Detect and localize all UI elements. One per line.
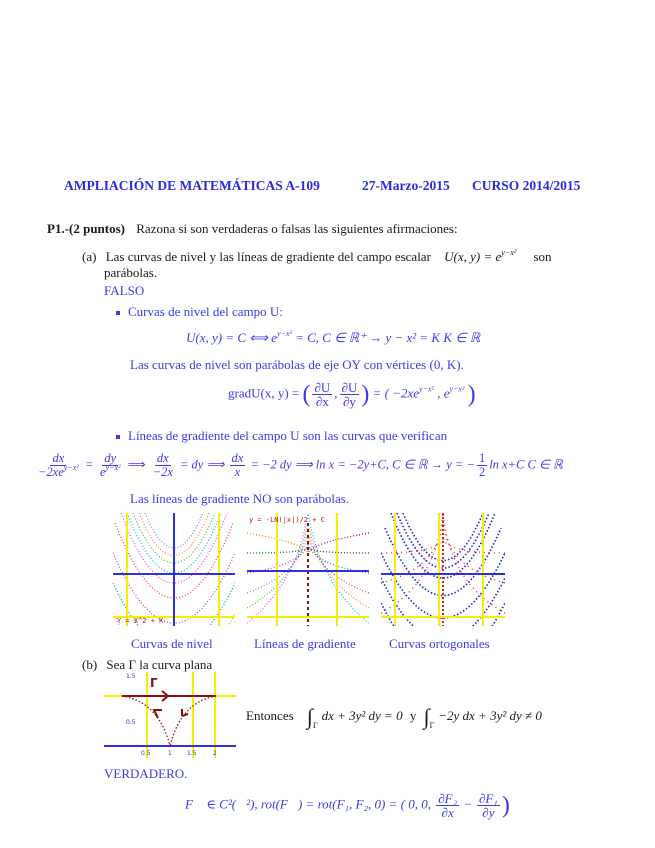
conjunction: y bbox=[409, 708, 417, 723]
curve-gamma-plot bbox=[104, 672, 236, 758]
line-integrals bbox=[246, 704, 542, 730]
part-a-label: (a) bbox=[82, 249, 97, 264]
gradient-lines-plot bbox=[247, 513, 369, 626]
field-exponent: y−x² bbox=[501, 248, 517, 257]
svg-text:y = -LN(|x|)/2 + C: y = -LN(|x|)/2 + C bbox=[249, 516, 325, 524]
paren-close-icon: ) bbox=[467, 381, 476, 408]
answer-true: VERDADERO. bbox=[104, 766, 188, 781]
grad-d2-den: ∂y bbox=[342, 394, 356, 409]
ode-f2-den: e bbox=[100, 465, 106, 479]
paren-close-icon: ) bbox=[361, 381, 370, 408]
level-curves-plot bbox=[113, 513, 235, 626]
paren-close-icon: ) bbox=[501, 792, 510, 819]
course-year: CURSO 2014/2015 bbox=[472, 178, 581, 193]
ode-exp: y−x² bbox=[63, 463, 79, 472]
rot-d2-num: ∂F₁ bbox=[478, 791, 498, 806]
rot-d1-num: ∂F₂ bbox=[438, 791, 458, 806]
ode-f3-den: −2x bbox=[152, 465, 173, 479]
gradient-conclusion: Las líneas de gradiente NO son parábolas. bbox=[130, 491, 350, 506]
ode-end: ln x+C C ∈ ℝ bbox=[489, 457, 563, 472]
svg-text:0.5: 0.5 bbox=[126, 719, 136, 726]
svg-text:Γ: Γ bbox=[150, 676, 158, 690]
ode-f4-num: dx bbox=[231, 451, 244, 465]
part-b-label: (b) bbox=[82, 657, 98, 672]
svg-text:Y = X^2 + K: Y = X^2 + K bbox=[117, 617, 164, 625]
bullet-icon bbox=[116, 435, 120, 439]
ode-exp: y−x² bbox=[105, 463, 121, 472]
bullet-icon bbox=[116, 311, 120, 315]
bullet-gradient-lines bbox=[116, 428, 447, 444]
orthogonal-curves-plot bbox=[381, 513, 505, 626]
grad-d2-num: ∂U bbox=[341, 380, 358, 395]
part-b-text: Sea Γ la curva plana bbox=[106, 657, 213, 672]
gradient-equation: gradU(x, y) = ( $\frac{\partial U}{\partial x}$ , $\frac{\partial U}{\partial y}$ ) = ( $-2xe^{y-x^2}$ , $e^{y-x^2}$ ) bbox=[228, 380, 476, 409]
ode-half-num: 1 bbox=[478, 451, 486, 465]
eq1-exp: y−x² bbox=[276, 329, 292, 338]
problem-heading bbox=[47, 221, 458, 237]
figure-orthogonal-curves bbox=[381, 513, 505, 626]
part-a-statement-line2: parábolas. bbox=[104, 265, 158, 280]
svg-text:0.5: 0.5 bbox=[141, 750, 151, 757]
course-title: AMPLIACIÓN DE MATEMÁTICAS A-109 bbox=[64, 178, 320, 193]
caption-orthogonal-curves: Curvas ortogonales bbox=[389, 636, 490, 651]
ode-f2-num: dy bbox=[104, 451, 117, 465]
ode-f1-den: −2xe bbox=[38, 465, 64, 479]
grad-rhs2: , e bbox=[433, 385, 450, 401]
grad-d1-num: ∂U bbox=[314, 380, 331, 395]
grad-rhs2-exp: y−x² bbox=[449, 384, 465, 394]
level-curve-description: Las curvas de nivel son parábolas de eje OY con vértices (0, K). bbox=[130, 357, 464, 372]
caption-level-curves: Curvas de nivel bbox=[131, 636, 213, 651]
integral-icon: ∫ bbox=[423, 704, 430, 730]
part-a-text-end: son bbox=[533, 249, 552, 264]
field-expression: U(x, y) = e bbox=[444, 249, 502, 264]
ode-f3-num: dx bbox=[156, 451, 169, 465]
ode-mid1: = dy ⟹ bbox=[180, 457, 225, 472]
exam-date: 27-Marzo-2015 bbox=[362, 178, 450, 193]
bullet-level-text: Curvas de nivel del campo U: bbox=[128, 304, 283, 319]
svg-text:1: 1 bbox=[168, 750, 172, 757]
then-label: Entonces bbox=[246, 708, 294, 723]
gradient-ode: $\frac{dx}{-2xe^{y-x^2}}$ = $\frac{dy}{e^{y-x^2}}$ ⟹ $\frac{dx}{-2x}$ = dy ⟹ $\frac{dx}{x}$ = −2 dy ⟹ ln x = −2y+C, C ∈ ℝ → y = − $\frac{1}{2}$ ln x+C C ∈ ℝ bbox=[38, 451, 563, 479]
integral-subscript: Γ bbox=[429, 721, 435, 730]
figure-curve-gamma bbox=[104, 672, 236, 758]
grad-rhs: = ( −2xe bbox=[372, 385, 420, 401]
ode-half-den: 2 bbox=[478, 465, 486, 479]
svg-text:1.5: 1.5 bbox=[187, 750, 197, 757]
level-curve-equation bbox=[186, 330, 480, 346]
problem-label: P1.-(2 puntos) bbox=[47, 221, 126, 236]
integral-2: −2y dx + 3y² dy ≠ 0 bbox=[438, 708, 542, 723]
part-a-statement bbox=[82, 249, 552, 265]
rot-d2-den: ∂y bbox=[482, 805, 495, 820]
grad-lhs: gradU(x, y) = bbox=[228, 385, 300, 401]
ode-f4-den: x bbox=[234, 465, 241, 479]
figure-level-curves bbox=[113, 513, 235, 626]
ode-f1-num: dx bbox=[52, 451, 65, 465]
problem-statement: Razona si son verdaderas o falsas las siguientes afirmaciones: bbox=[136, 221, 458, 236]
part-a-text: Las curvas de nivel y las líneas de gradiente del campo escalar bbox=[105, 249, 431, 264]
rot-lhs: F⃗ ∈ C²(ℝ²), rot(F⃗) = rot(F₁, F₂, 0) = ( 0, 0, bbox=[185, 796, 431, 812]
figure-gradient-lines bbox=[247, 513, 369, 626]
eq1-lhs: U(x, y) = C ⟺ e bbox=[186, 330, 277, 345]
rotational-equation bbox=[185, 792, 510, 819]
integral-subscript: Γ bbox=[312, 721, 318, 730]
bullet-gradient-text: Líneas de gradiente del campo U son las curvas que verifican bbox=[128, 428, 448, 443]
caption-gradient-lines: Líneas de gradiente bbox=[254, 636, 356, 651]
bullet-level-curves bbox=[116, 304, 283, 320]
paren-open-icon: ( bbox=[302, 381, 311, 408]
integral-icon: ∫ bbox=[306, 704, 313, 730]
svg-text:2: 2 bbox=[213, 750, 217, 757]
svg-text:1.5: 1.5 bbox=[126, 673, 136, 680]
rot-minus: − bbox=[464, 796, 472, 812]
rot-d1-den: ∂x bbox=[441, 805, 454, 820]
grad-d1-den: ∂x bbox=[315, 394, 329, 409]
ode-mid2: = −2 dy ⟹ ln x = −2y+C, C ∈ ℝ → y = − bbox=[250, 457, 475, 472]
grad-rhs-exp: y−x² bbox=[419, 384, 434, 394]
integral-1: dx + 3y² dy = 0 bbox=[321, 708, 403, 723]
answer-false: FALSO bbox=[104, 283, 145, 298]
eq1-rhs: = C, C ∈ ℝ⁺ → y − x² = K K ∈ ℝ bbox=[291, 330, 481, 345]
part-b-statement bbox=[82, 657, 212, 673]
